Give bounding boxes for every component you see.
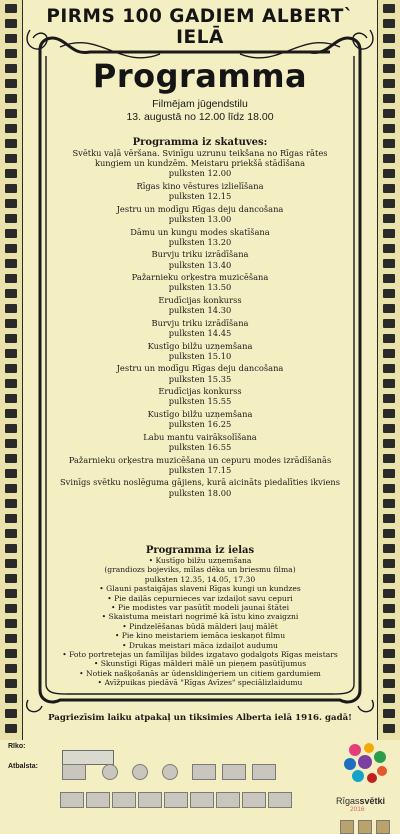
stage-item-time: pulksten 13.50 [168,282,232,293]
sponsor-logo [112,792,136,808]
sponsor-logo [216,792,240,808]
stage-item-title: Svinīgs svētku noslēguma gājiens, kurā aicināts piedalīties ikviens [59,477,341,488]
street-program-line: • Pie modistes var pasūtīt modeli jaunai štātei [110,603,290,613]
stage-program-item [50,148,350,179]
stage-program-item [50,341,350,361]
subtitle-theme: Filmējam jūgendstilu [152,98,248,110]
stage-program-item [50,249,350,269]
organizer-label: Rīko: [8,743,26,750]
sponsor-logo [268,792,292,808]
sponsor-logo [60,792,84,808]
street-program-line: pulksten 12.35, 14.05, 17.30 [144,574,256,584]
sponsor-logo [138,792,162,808]
stage-item-title: Jestru un modīgu Rīgas deju dancošana [116,363,284,374]
street-program-line: • Kustīgo bilžu uzņemšana [148,556,252,565]
stage-program-item [50,432,350,452]
stage-item-title: Svētku vaļā vēršana. Svinīgu uzrunu teikšana no Rīgas rātes [72,148,328,158]
street-program-line: • Skunstīgi Rīgas mālderi mālē un pieņem pasūtījumus [93,659,307,669]
stage-program-item [50,363,350,383]
stage-item-time: pulksten 14.45 [168,327,232,338]
subtitle [0,98,400,124]
tagline: Pagriezīsim laiku atpakaļ un tiksimies Alberta ielā 1916. gadā! [48,713,352,723]
brand-wordmark-regular: Rīgas [336,796,360,806]
stage-item-time: pulksten 16.25 [168,419,232,430]
street-program-list [50,556,350,688]
sponsor-logo [164,792,188,808]
street-program-line: • Glauni pastaigājas slaveni Rīgas kungi un kundzes [99,584,301,594]
sponsor-logo [102,764,118,780]
sponsor-logo [62,764,86,780]
stage-item-title: Dāmu un kungu modes skatīšana [130,226,270,237]
organizer-logo [62,750,114,765]
street-program-line: • Pindzelēšanas būdā mālderi ļauj mālēt [122,621,278,631]
stage-item-time: pulksten 12.00 [168,168,232,179]
stage-item-title: Erudīcijas konkurss [158,386,242,397]
stage-program-item [50,227,350,247]
sponsor-logo [242,792,266,808]
stage-item-title: Burvju triku izrādīšana [151,249,249,260]
stage-item-time: pulksten 13.40 [168,259,232,270]
stage-item-time: pulksten 15.10 [168,350,232,361]
stage-program-item [50,181,350,201]
stage-program-heading: Programma iz skatuves: [132,137,268,148]
street-program-line: • Skaistuma meistari nogrimē kā īstu kino zvaigzni [101,612,299,622]
page-title: Programma [92,57,308,95]
stage-item-title: Rīgas kino vēstures izlielīšana [136,181,264,191]
sponsor-logo [252,764,276,780]
stage-program-item [50,318,350,338]
stage-item-time: pulksten 15.55 [168,396,232,407]
street-program-line: (grandiozs bojeviks, mīlas dēka un briesmu filma) [104,565,296,575]
stage-program-item [50,386,350,406]
stage-item-time: pulksten 13.00 [168,214,232,224]
street-program-line: • Drukas meistari māca izdaiļot audumu [122,640,278,650]
headline: PIRMS 100 GADIEM ALBERT` IELĀ [46,6,354,48]
street-program-line: • Pie kino meistariem iemāca ieskaņot filmu [114,631,286,641]
stage-program-item [50,409,350,429]
stage-program-item [50,272,350,292]
footer [0,740,400,833]
stage-program-item [50,477,350,497]
street-program-line: • Notiek našķošanās ar ūdensklinģeriem un citiem gardumiem [79,668,321,678]
stage-item-time: pulksten 14.30 [168,305,232,316]
stage-item-time: pulksten 17.15 [168,464,232,475]
rigas-svetki-logo [338,740,394,800]
stage-item-title: Labu mantu vairāksolīšana [143,431,257,442]
sponsor-logo [222,764,246,780]
street-program-line: • Pie daiļās cepurnieces var izdaiļot savu cepuri [107,593,293,603]
sponsor-logo [190,792,214,808]
stage-program-list [50,148,350,500]
stage-item-time: pulksten 15.35 [168,373,232,384]
stage-item-title: Jestru un modīgu Rīgas deju dancošana [116,203,284,214]
stage-item-time: pulksten 13.20 [168,236,232,247]
stage-item-title: Kustīgo bilžu uzņemšana [147,340,253,351]
street-program-line: • Foto portretejas un famīlijas bildes izgatavo godalgots Rīgas meistars [62,650,338,660]
stage-item-time: pulksten 16.55 [168,441,232,452]
support-label: Atbalsta: [8,763,38,770]
street-program-line: • Avīžpuikas piedāvā "Rīgas Avīzes" speciālizlaidumu [97,678,303,688]
stage-program-item [50,295,350,315]
brand-year: 2016 [350,806,365,813]
stage-program-item [50,204,350,224]
brand-wordmark [336,796,385,806]
crest-logo [358,820,372,834]
stage-item-title: Burvju triku izrādīšana [151,317,249,328]
subtitle-date: 13. augustā no 12.00 līdz 18.00 [126,111,274,123]
stage-item-title: Pažarnieku orķestra muzicēšana [131,272,269,283]
crest-logo [376,820,390,834]
sponsor-logo [162,764,178,780]
stage-program-item [50,455,350,475]
stage-item-title: Kustīgo bilžu uzņemšana [147,408,253,419]
stage-item-time: pulksten 18.00 [168,487,232,498]
stage-item-time: pulksten 12.15 [168,191,232,202]
brand-wordmark-bold: svētki [359,796,386,806]
sponsor-logo [132,764,148,780]
stage-item-title: Erudīcijas konkurss [158,294,242,305]
stage-item-title: Pažarnieku orķestra muzicēšana un cepuru modes izrādīšanās [68,454,332,465]
stage-item-title: kungiem un kundzēm. Meistaru priekšā stādīšana [94,158,306,169]
crest-logo [340,820,354,834]
sponsor-logo [86,792,110,808]
street-program-heading: Programma iz ielas [145,545,255,556]
sponsor-logo [192,764,216,780]
